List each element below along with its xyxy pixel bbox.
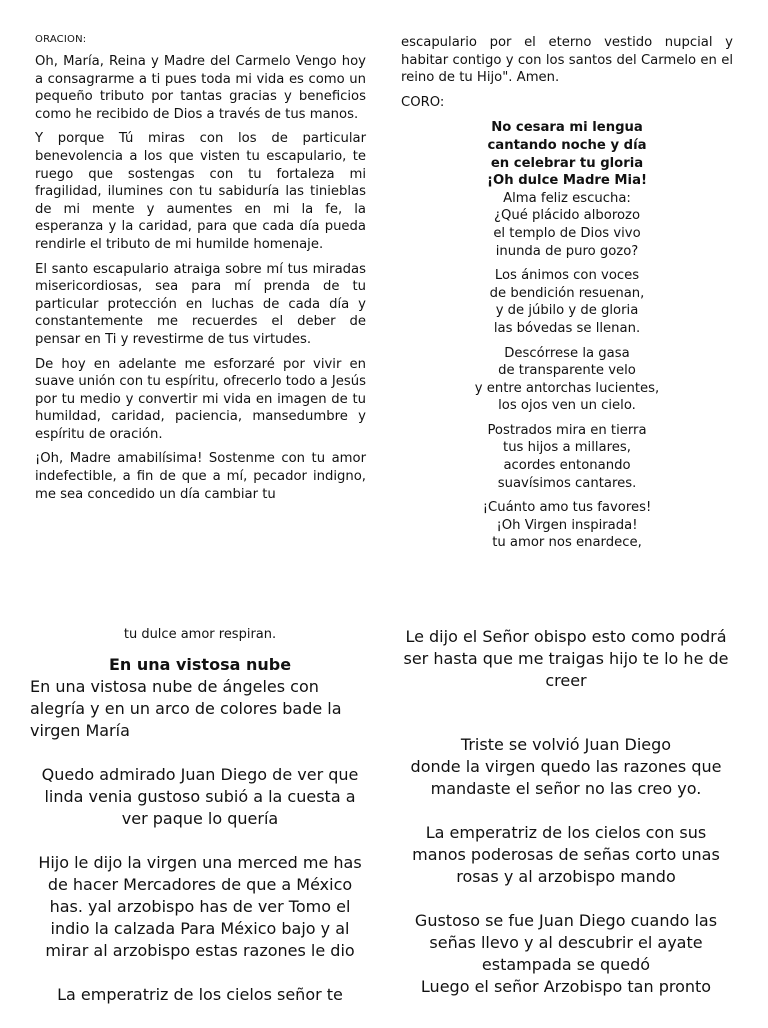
vistosa-nube-column: [30, 626, 370, 1028]
song-verse: La emperatriz de los cielos señor te: [57, 985, 343, 1004]
hymn-line: el templo de Dios vivo: [493, 225, 641, 241]
song-verse: Le dijo el Señor obispo esto como podrá ser hasta que me traigas hijo te lo he de creer: [403, 627, 729, 690]
hymn-line: ¡Cuánto amo tus favores!: [482, 500, 652, 516]
coro-line: en celebrar tu gloria: [490, 155, 644, 171]
coro-stanza: [401, 119, 733, 189]
song-verse: La emperatriz de los cielos con sus manos poderosas de señas corto unas rosas y al arzobispo mando: [412, 823, 720, 886]
hymn-line: los ojos ven un cielo.: [498, 398, 636, 414]
song-verse: [398, 734, 734, 800]
coro-column: [401, 34, 733, 559]
hymn-line: acordes entonando: [503, 458, 631, 474]
song-title: En una vistosa nube: [108, 655, 292, 674]
hymn-continuation: tu dulce amor respiran.: [123, 627, 277, 642]
juan-diego-column: [398, 626, 734, 1020]
oracion-continuation: escapulario por el eterno vestido nupcial y habitar contigo y con los santos del Carmelo en el reino de tu Hijo". Amen.: [401, 35, 733, 86]
song-verse: Quedo admirado Juan Diego de ver que linda venia gustoso subió a la cuesta a ver paque lo quería: [41, 765, 359, 828]
hymn-stanza: [401, 499, 733, 552]
hymn-line: tu amor nos enardece,: [492, 535, 642, 551]
hymn-stanza: [401, 422, 733, 492]
hymn-line: Postrados mira en tierra: [487, 422, 647, 438]
song-line: Triste se volvió Juan Diego: [460, 735, 672, 754]
song-line: Gustoso se fue Juan Diego cuando las señas llevo y al descubrir el ayate estampada se quedó: [414, 911, 718, 974]
oracion-label: ORACION:: [35, 34, 87, 45]
hymn-stanza: [401, 190, 733, 260]
hymn-line: ¡Oh Virgen inspirada!: [496, 517, 638, 533]
oracion-paragraph: Oh, María, Reina y Madre del Carmelo Vengo hoy a consagrarme a ti pues toda mi vida es como un pequeño tributo por tantas gracias y beneficios como he recibido de Dios a través de tus manos.: [35, 54, 366, 122]
oracion-paragraph: Y porque Tú miras con los de particular benevolencia a los que visten tu escapulario, te ruego que sostengas con tu fortaleza mi fragilidad, ilumines con tu sabiduría las tinieblas de mi mente y aumentes en mi la fe, la esperanza y la caridad, para que cada día pueda rendirle el tributo de mi humilde homenaje.: [35, 131, 366, 252]
hymn-line: las bóvedas se llenan.: [493, 320, 641, 336]
song-verse: En una vistosa nube de ángeles con alegría y en un arco de colores bade la virgen María: [30, 677, 342, 740]
hymn-line: de bendición resuenan,: [489, 285, 645, 301]
hymn-line: Descórrese la gasa: [504, 345, 630, 361]
hymn-line: ¿Qué plácido alborozo: [493, 208, 641, 224]
hymn-stanza: [401, 267, 733, 337]
coro-label: CORO:: [401, 94, 445, 110]
oracion-paragraph: ¡Oh, Madre amabilísima! Sostenme con tu amor indefectible, a fin de que a mí, pecador indigno, me sea concedido un día cambiar tu: [35, 451, 366, 502]
coro-line: cantando noche y día: [487, 137, 647, 153]
oracion-paragraph: De hoy en adelante me esforzaré por vivir en suave unión con tu espíritu, ofrecerlo todo a Jesús por tu medio y convertir mi vida en imagen de tu humildad, caridad, paciencia, mansedumbre y espíritu de oración.: [35, 356, 366, 442]
coro-line: No cesara mi lengua: [491, 120, 643, 136]
song-line: donde la virgen quedo las razones que mandaste el señor no las creo yo.: [410, 757, 722, 798]
hymn-line: y de júbilo y de gloria: [495, 303, 639, 319]
coro-line: ¡Oh dulce Madre Mia!: [487, 173, 647, 189]
hymn-line: Alma feliz escucha:: [503, 190, 631, 206]
hymn-line: suavísimos cantares.: [497, 475, 637, 491]
song-verse: Hijo le dijo la virgen una merced me has de hacer Mercadores de que a México has. yal arzobispo has de ver Tomo el indio la calzada Para México bajo y al mirar al arzobispo estas razones le dio: [38, 853, 362, 960]
hymn-line: Los ánimos con voces: [494, 268, 640, 284]
hymn-stanza: [401, 345, 733, 415]
oracion-paragraph: El santo escapulario atraiga sobre mí tus miradas misericordiosas, sea para mí prenda de tu particular protección en luchas de cada día y constantemente me recuerdes el deber de pensar en Ti y revestirme de tus virtudes.: [35, 261, 366, 347]
hymn-line: inunda de puro gozo?: [495, 243, 639, 259]
hymn-line: tus hijos a millares,: [503, 440, 631, 456]
hymn-line: y entre antorchas lucientes,: [474, 380, 660, 396]
hymn-line: de transparente velo: [498, 363, 636, 379]
oracion-column: [35, 34, 366, 510]
song-line: Luego el señor Arzobispo tan pronto: [420, 977, 712, 996]
song-verse: [398, 910, 734, 998]
